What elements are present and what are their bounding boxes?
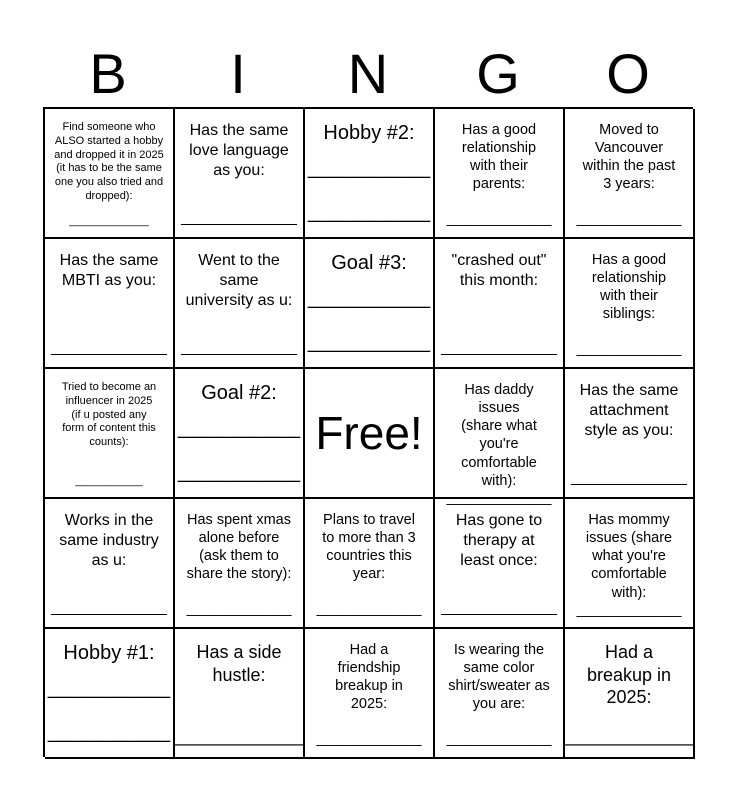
- bingo-square[interactable]: [565, 369, 695, 499]
- bingo-square[interactable]: [45, 239, 175, 369]
- answer-lines: [181, 209, 297, 227]
- answer-blank[interactable]: _____________: [446, 211, 552, 227]
- answer-lines: [441, 599, 557, 617]
- bingo-square[interactable]: [565, 239, 695, 369]
- square-prompt: Is wearing the same color shirt/sweater as you are:: [448, 642, 550, 713]
- bingo-square[interactable]: [45, 499, 175, 629]
- square-prompt: Moved to Vancouver within the past 3 years:: [582, 122, 676, 193]
- bingo-square[interactable]: [305, 239, 435, 369]
- bingo-square[interactable]: [565, 499, 695, 629]
- answer-lines: [308, 146, 430, 234]
- answer-lines: [577, 602, 682, 618]
- answer-lines: [187, 601, 292, 617]
- answer-lines: [178, 406, 300, 494]
- bingo-square[interactable]: [565, 629, 695, 759]
- square-prompt: Had a friendship breakup in 2025:: [335, 642, 403, 713]
- square-prompt: Has daddy issues (share what you're comfortable with):: [461, 382, 537, 489]
- answer-blank[interactable]: _____________: [51, 339, 167, 356]
- answer-blank[interactable]: _____________: [446, 731, 552, 747]
- answer-blank[interactable]: ___________: [47, 677, 171, 699]
- bingo-square[interactable]: [565, 109, 695, 239]
- bingo-square[interactable]: [435, 629, 565, 759]
- bingo-square[interactable]: [435, 499, 565, 629]
- bingo-square[interactable]: [305, 629, 435, 759]
- bingo-square[interactable]: [305, 109, 435, 239]
- answer-blank[interactable]: ___________: [75, 475, 143, 487]
- answer-lines: [308, 276, 430, 364]
- bingo-square[interactable]: [45, 109, 175, 239]
- bingo-square[interactable]: [175, 239, 305, 369]
- free-space[interactable]: [305, 369, 435, 499]
- bingo-square[interactable]: [435, 369, 565, 506]
- square-prompt: Has a good relationship with their parents:: [461, 122, 537, 193]
- square-prompt: Hobby #2:: [323, 122, 415, 144]
- answer-blank[interactable]: ___________: [307, 287, 431, 309]
- bingo-square[interactable]: [175, 109, 305, 239]
- answer-blank[interactable]: _____________: [69, 215, 149, 227]
- header-letter-o: O: [606, 42, 650, 105]
- answer-lines: [51, 599, 167, 617]
- square-prompt: Goal #2:: [201, 382, 277, 404]
- answer-lines: [317, 731, 422, 747]
- answer-lines: [51, 339, 167, 357]
- answer-blank[interactable]: _____________: [173, 726, 305, 746]
- answer-blank[interactable]: _____________: [576, 601, 682, 618]
- answer-blank[interactable]: _____________: [576, 341, 682, 357]
- answer-blank[interactable]: _____________: [563, 726, 695, 746]
- bingo-square[interactable]: [45, 369, 175, 499]
- answer-blank[interactable]: _____________: [441, 599, 557, 616]
- answer-lines: [577, 341, 682, 357]
- square-prompt: Has gone to therapy at least once:: [455, 512, 543, 569]
- square-prompt: Has the same MBTI as you:: [59, 252, 159, 289]
- answer-blank[interactable]: _____________: [446, 489, 552, 506]
- answer-lines: [174, 726, 304, 747]
- bingo-square[interactable]: [435, 109, 565, 239]
- answer-lines: [577, 211, 682, 227]
- answer-blank[interactable]: _____________: [181, 209, 297, 226]
- answer-lines: [441, 339, 557, 357]
- square-prompt: Has mommy issues (share what you're comfortable with):: [585, 512, 673, 601]
- answer-blank[interactable]: _____________: [316, 731, 422, 747]
- bingo-grid: [43, 107, 693, 757]
- bingo-square[interactable]: [435, 239, 565, 369]
- square-prompt: Has the same attachment style as you:: [579, 382, 679, 439]
- answer-lines: [564, 726, 694, 747]
- answer-blank[interactable]: ___________: [307, 157, 431, 179]
- square-prompt: "crashed out" this month:: [451, 252, 547, 289]
- square-prompt: Went to the same university as u:: [185, 252, 293, 309]
- answer-blank[interactable]: _____________: [571, 469, 687, 486]
- answer-blank[interactable]: _____________: [181, 339, 297, 356]
- answer-blank[interactable]: _____________: [441, 339, 557, 356]
- header-letter-b: B: [89, 42, 127, 105]
- bingo-header: [43, 40, 693, 108]
- answer-blank[interactable]: ___________: [307, 331, 431, 353]
- answer-blank[interactable]: ___________: [307, 201, 431, 223]
- answer-blank[interactable]: ___________: [177, 461, 301, 483]
- bingo-square[interactable]: [175, 629, 305, 759]
- answer-lines: [69, 215, 149, 227]
- answer-blank[interactable]: ___________: [47, 721, 171, 743]
- answer-blank[interactable]: _____________: [316, 601, 422, 617]
- square-prompt: Had a breakup in 2025:: [586, 642, 672, 707]
- bingo-square[interactable]: [305, 499, 435, 629]
- header-letter-i: I: [230, 42, 246, 105]
- answer-blank[interactable]: _____________: [51, 599, 167, 616]
- square-prompt: Works in the same industry as u:: [59, 512, 159, 569]
- header-letter-n: N: [347, 42, 389, 105]
- square-prompt: Has the same love language as you:: [189, 122, 289, 179]
- answer-lines: [317, 601, 422, 617]
- answer-blank[interactable]: _____________: [576, 211, 682, 227]
- square-prompt: Goal #3:: [331, 252, 407, 274]
- bingo-square[interactable]: [175, 369, 305, 499]
- square-prompt: Plans to travel to more than 3 countries this year:: [322, 512, 416, 583]
- answer-lines: [447, 211, 552, 227]
- square-prompt: Has a good relationship with their siblings:: [591, 252, 667, 323]
- square-prompt: Hobby #1:: [63, 642, 155, 664]
- bingo-square[interactable]: [45, 629, 175, 759]
- bingo-square[interactable]: [175, 499, 305, 629]
- answer-lines: [571, 469, 687, 487]
- square-prompt: Free!: [315, 407, 423, 460]
- square-prompt: Tried to become an influencer in 2025 (if u posted any form of content this counts):: [61, 381, 157, 448]
- answer-lines: [48, 666, 170, 754]
- answer-blank[interactable]: _____________: [186, 601, 292, 617]
- square-prompt: Has spent xmas alone before (ask them to share the story):: [186, 512, 292, 583]
- answer-lines: [181, 339, 297, 357]
- answer-lines: [75, 475, 142, 487]
- header-letter-g: G: [476, 42, 520, 105]
- square-prompt: Find someone who ALSO started a hobby and dropped it in 2025 (it has to be the same one you also tried and dropped):: [54, 121, 164, 202]
- square-prompt: Has a side hustle:: [196, 642, 282, 685]
- answer-blank[interactable]: ___________: [177, 417, 301, 439]
- answer-lines: [447, 731, 552, 747]
